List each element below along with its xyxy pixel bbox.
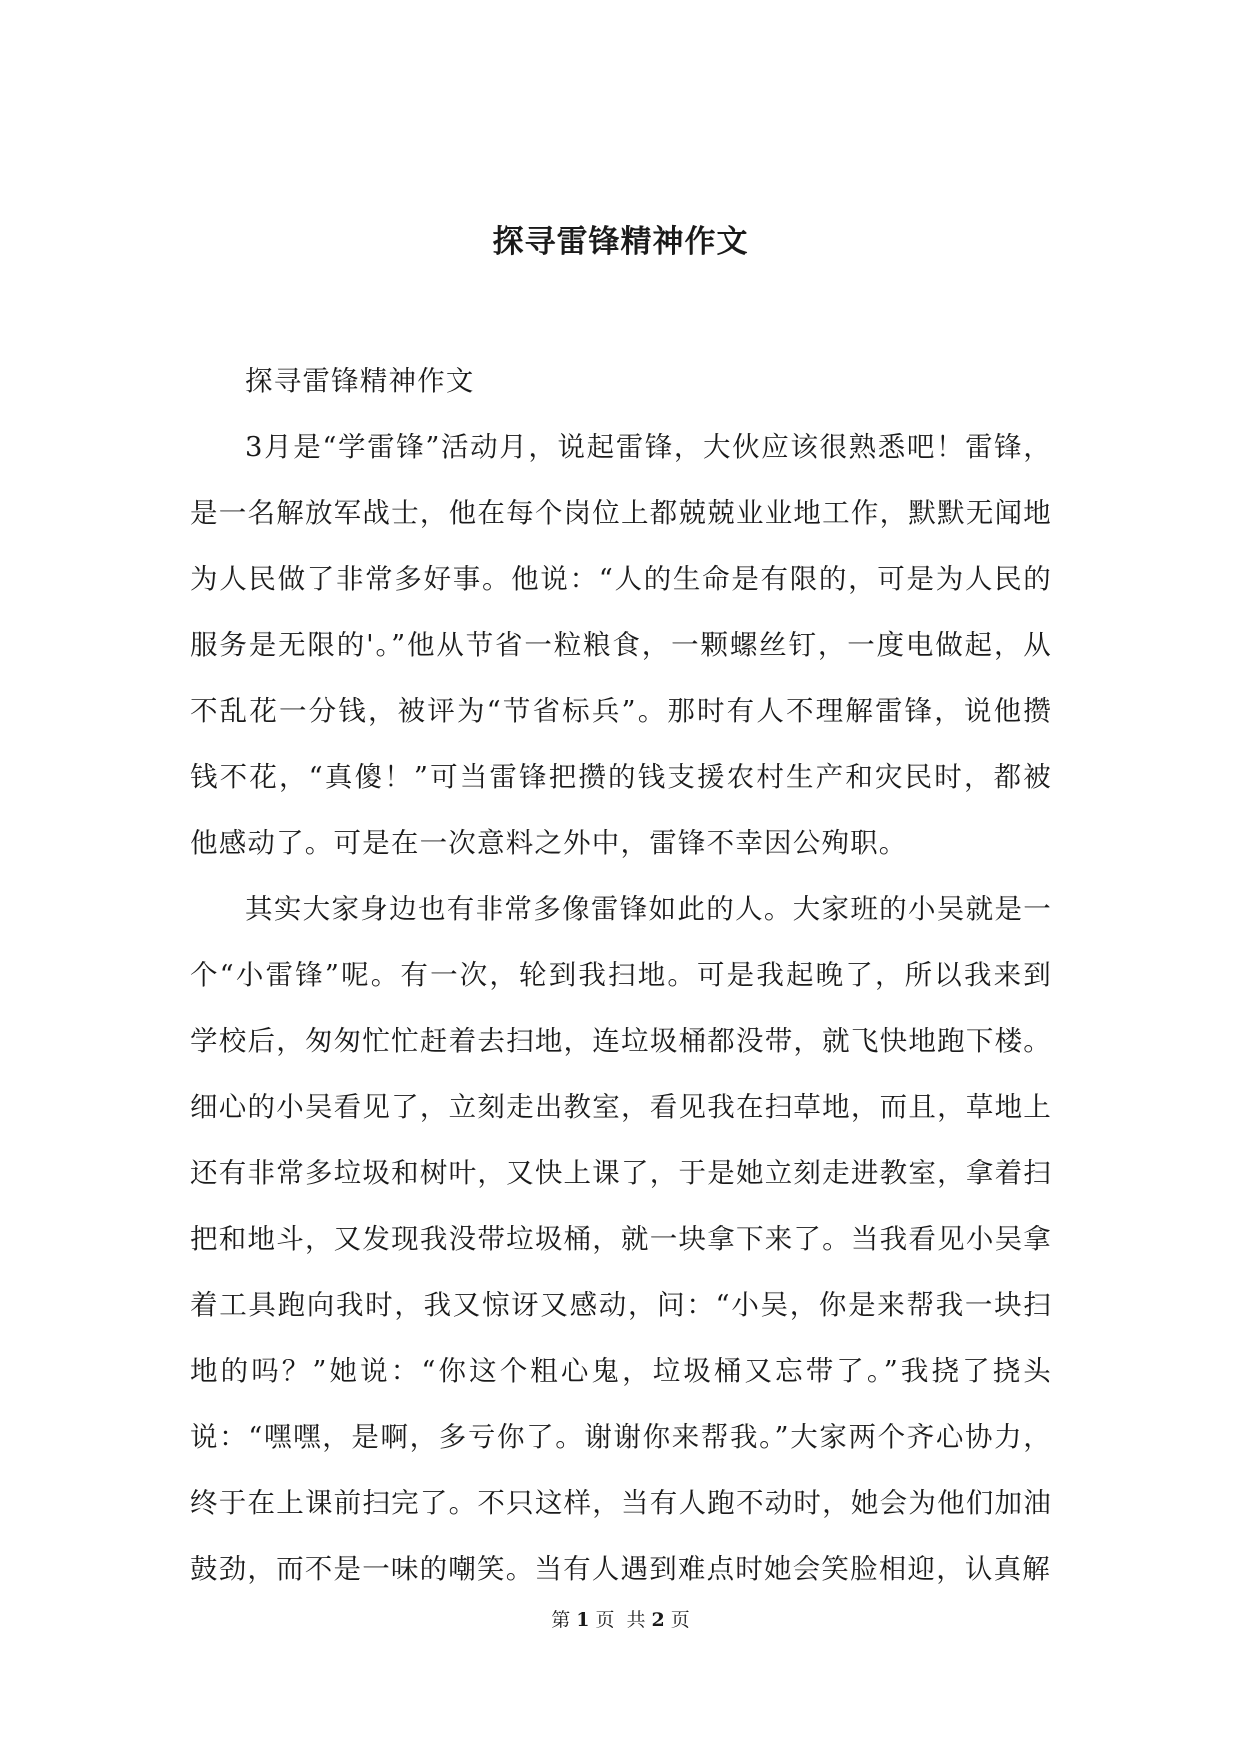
- document-body: [190, 348, 1052, 1602]
- paragraph-lei-feng-intro: 3月是“学雷锋”活动月，说起雷锋，大伙应该很熟悉吧！雷锋，是一名解放军战士，他在每个岗位上都兢兢业业地工作，默默无闻地为人民做了非常多好事。他说：“人的生命是有限的，可是为人民的服务是无限的'。”他从节省一粒粮食，一颗螺丝钉，一度电做起，从不乱花一分钱，被评为“节省标兵”。那时有人不理解雷锋，说他攒钱不花，“真傻！”可当雷锋把攒的钱支援农村生产和灾民时，都被他感动了。可是在一次意料之外中，雷锋不幸因公殉职。: [190, 431, 1052, 859]
- paragraph-subtitle: 探寻雷锋精神作文: [245, 365, 475, 397]
- paragraph-xiao-wu-story: 其实大家身边也有非常多像雷锋如此的人。大家班的小吴就是一个“小雷锋”呢。有一次，轮到我扫地。可是我起晚了，所以我来到学校后，匆匆忙忙赶着去扫地，连垃圾桶都没带，就飞快地跑下楼。细心的小吴看见了，立刻走出教室，看见我在扫草地，而且，草地上还有非常多垃圾和树叶，又快上课了，于是她立刻走进教室，拿着扫把和地斗，又发现我没带垃圾桶，就一块拿下来了。当我看见小吴拿着工具跑向我时，我又惊讶又感动，问：“小吴，你是来帮我一块扫地的吗？”她说：“你这个粗心鬼，垃圾桶又忘带了。”我挠了挠头说：“嘿嘿，是啊，多亏你了。谢谢你来帮我。”大家两个齐心协力，终于在上课前扫完了。不只这样，当有人跑不动时，她会为他们加油鼓劲，而不是一味的嘲笑。当有人遇到难点时她会笑脸相迎，认真解: [190, 893, 1052, 1585]
- footer-total-pages: 2: [651, 1609, 665, 1631]
- footer-suffix: 页: [670, 1609, 690, 1631]
- footer-prefix: 第: [551, 1609, 571, 1631]
- footer-middle: 页 共: [595, 1609, 646, 1631]
- footer-current-page: 1: [576, 1609, 590, 1631]
- document-title: 探寻雷锋精神作文: [492, 224, 749, 260]
- page-number-footer: [0, 1608, 1241, 1632]
